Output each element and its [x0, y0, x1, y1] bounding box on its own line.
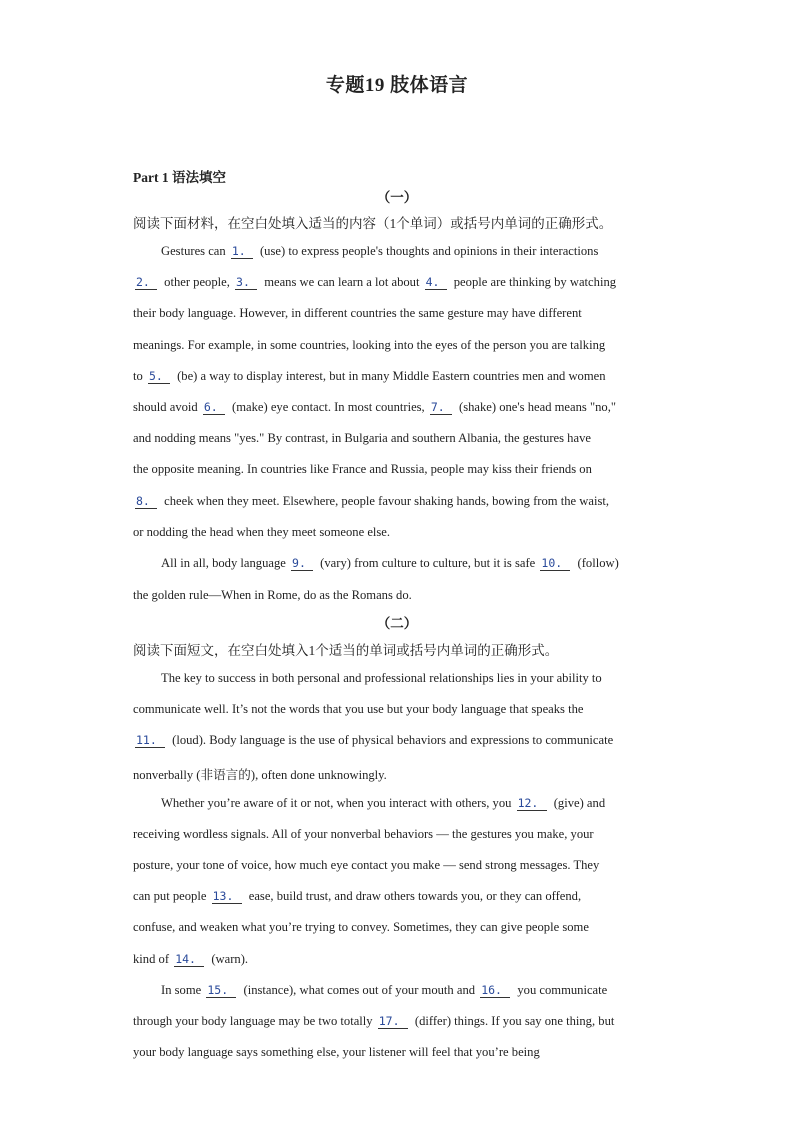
answer-blank[interactable]: 8. [135, 494, 157, 509]
answer-blank[interactable]: 12. [517, 796, 547, 811]
text-line [161, 796, 605, 811]
answer-blank[interactable]: 5. [148, 369, 170, 384]
line-text: and nodding means "yes." By contrast, in Bulgaria and southern Albania, the gestures have [133, 431, 591, 445]
line-text: The key to success in both personal and professional relationships lies in your ability to [161, 671, 602, 685]
answer-blank[interactable]: 10. [540, 556, 570, 571]
line-text: can put people [133, 889, 210, 903]
line-text: (be) a way to display interest, but in many Middle Eastern countries men and women [173, 369, 606, 383]
line-text: ease, build trust, and draw others towards you, or they can offend, [245, 889, 582, 903]
answer-blank[interactable]: 15. [206, 983, 236, 998]
text-line [133, 858, 599, 873]
line-text: to [133, 369, 146, 383]
line-text: posture, your tone of voice, how much eye contact you make — send strong messages. They [133, 858, 600, 872]
text-line [133, 733, 613, 748]
text-line [161, 244, 598, 259]
answer-blank[interactable]: 13. [212, 889, 242, 904]
text-line [161, 556, 619, 571]
text-line [133, 306, 582, 321]
page-title: 专题19 肢体语言 [325, 75, 469, 96]
line-text: the golden rule—When in Rome, do as the Romans do. [133, 588, 412, 602]
line-text: (shake) one's head means "no," [455, 400, 616, 414]
line-text: All in all, body language [161, 556, 290, 570]
line-text: (vary) from culture to culture, but it is safe [317, 556, 539, 570]
answer-blank[interactable]: 11. [135, 733, 165, 748]
line-text: (differ) things. If you say one thing, but [411, 1014, 615, 1028]
text-line [161, 671, 602, 686]
line-text: (loud). Body language is the use of physical behaviors and expressions to communicate [169, 733, 614, 747]
line-text: other people, [161, 275, 234, 289]
line-text: should avoid [133, 400, 201, 414]
line-text: Gestures can [161, 244, 229, 258]
text-line [133, 702, 583, 717]
line-text: your body language says something else, your listener will feel that you’re being [133, 1045, 540, 1059]
text-line [133, 952, 248, 967]
section-1-heading: （一） [376, 190, 418, 205]
line-text: (follow) [574, 556, 619, 570]
line-text: you communicate [514, 983, 608, 997]
answer-blank[interactable]: 17. [378, 1014, 408, 1029]
text-line [133, 920, 589, 935]
text-line [133, 764, 387, 783]
answer-blank[interactable]: 9. [291, 556, 313, 571]
line-text: (give) and [550, 796, 606, 810]
part-heading: Part 1 语法填空 [133, 170, 226, 185]
section-1-instruction: 阅读下面材料，在空白处填入适当的内容（1个单词）或括号内单词的正确形式。 [133, 216, 613, 231]
answer-blank[interactable]: 16. [480, 983, 510, 998]
text-line [133, 369, 606, 384]
text-line [133, 525, 390, 540]
answer-blank[interactable]: 1. [231, 244, 253, 259]
line-text: their body language. However, in different countries the same gesture may have different [133, 306, 582, 320]
line-text: confuse, and weaken what you’re trying to convey. Sometimes, they can give people some [133, 920, 589, 934]
text-line [133, 1014, 614, 1029]
text-line [133, 275, 616, 290]
line-text: means we can learn a lot about [261, 275, 423, 289]
line-text: through your body language may be two totally [133, 1014, 376, 1028]
answer-blank[interactable]: 6. [203, 400, 225, 415]
answer-blank[interactable]: 7. [430, 400, 452, 415]
answer-blank[interactable]: 4. [425, 275, 447, 290]
line-text: (use) to express people's thoughts and opinions in their interactions [256, 244, 599, 258]
text-line [133, 431, 591, 446]
line-text: people are thinking by watching [450, 275, 617, 289]
section-2-heading: （二） [376, 616, 418, 631]
text-line [133, 400, 616, 415]
line-text: cheek when they meet. Elsewhere, people favour shaking hands, bowing from the waist, [161, 494, 609, 508]
line-text: receiving wordless signals. All of your nonverbal behaviors — the gestures you make, your [133, 827, 594, 841]
text-line [133, 338, 605, 353]
text-line [133, 889, 581, 904]
text-line [133, 1045, 540, 1060]
answer-blank[interactable]: 3. [235, 275, 257, 290]
answer-blank[interactable]: 2. [135, 275, 157, 290]
line-text: kind of [133, 952, 173, 966]
answer-blank[interactable]: 14. [174, 952, 204, 967]
line-text: or nodding the head when they meet someone else. [133, 525, 391, 539]
line-text: In some [161, 983, 205, 997]
text-line [161, 983, 607, 998]
line-text: (instance), what comes out of your mouth and [240, 983, 479, 997]
line-text: the opposite meaning. In countries like France and Russia, people may kiss their friends on [133, 462, 592, 476]
line-text: Whether you’re aware of it or not, when you interact with others, you [161, 796, 515, 810]
line-text: (warn). [208, 952, 249, 966]
section-2-instruction: 阅读下面短文，在空白处填入1个适当的单词或括号内单词的正确形式。 [133, 643, 559, 658]
line-text: (make) eye contact. In most countries, [228, 400, 428, 414]
text-line [133, 462, 592, 477]
line-text: nonverbally (非语言的), often done unknowingly. [133, 768, 387, 782]
text-line [133, 827, 594, 842]
line-text: communicate well. It’s not the words that you use but your body language that speaks the [133, 702, 584, 716]
text-line [133, 494, 609, 509]
text-line [133, 588, 412, 603]
line-text: meanings. For example, in some countries, looking into the eyes of the person you are talking [133, 338, 606, 352]
